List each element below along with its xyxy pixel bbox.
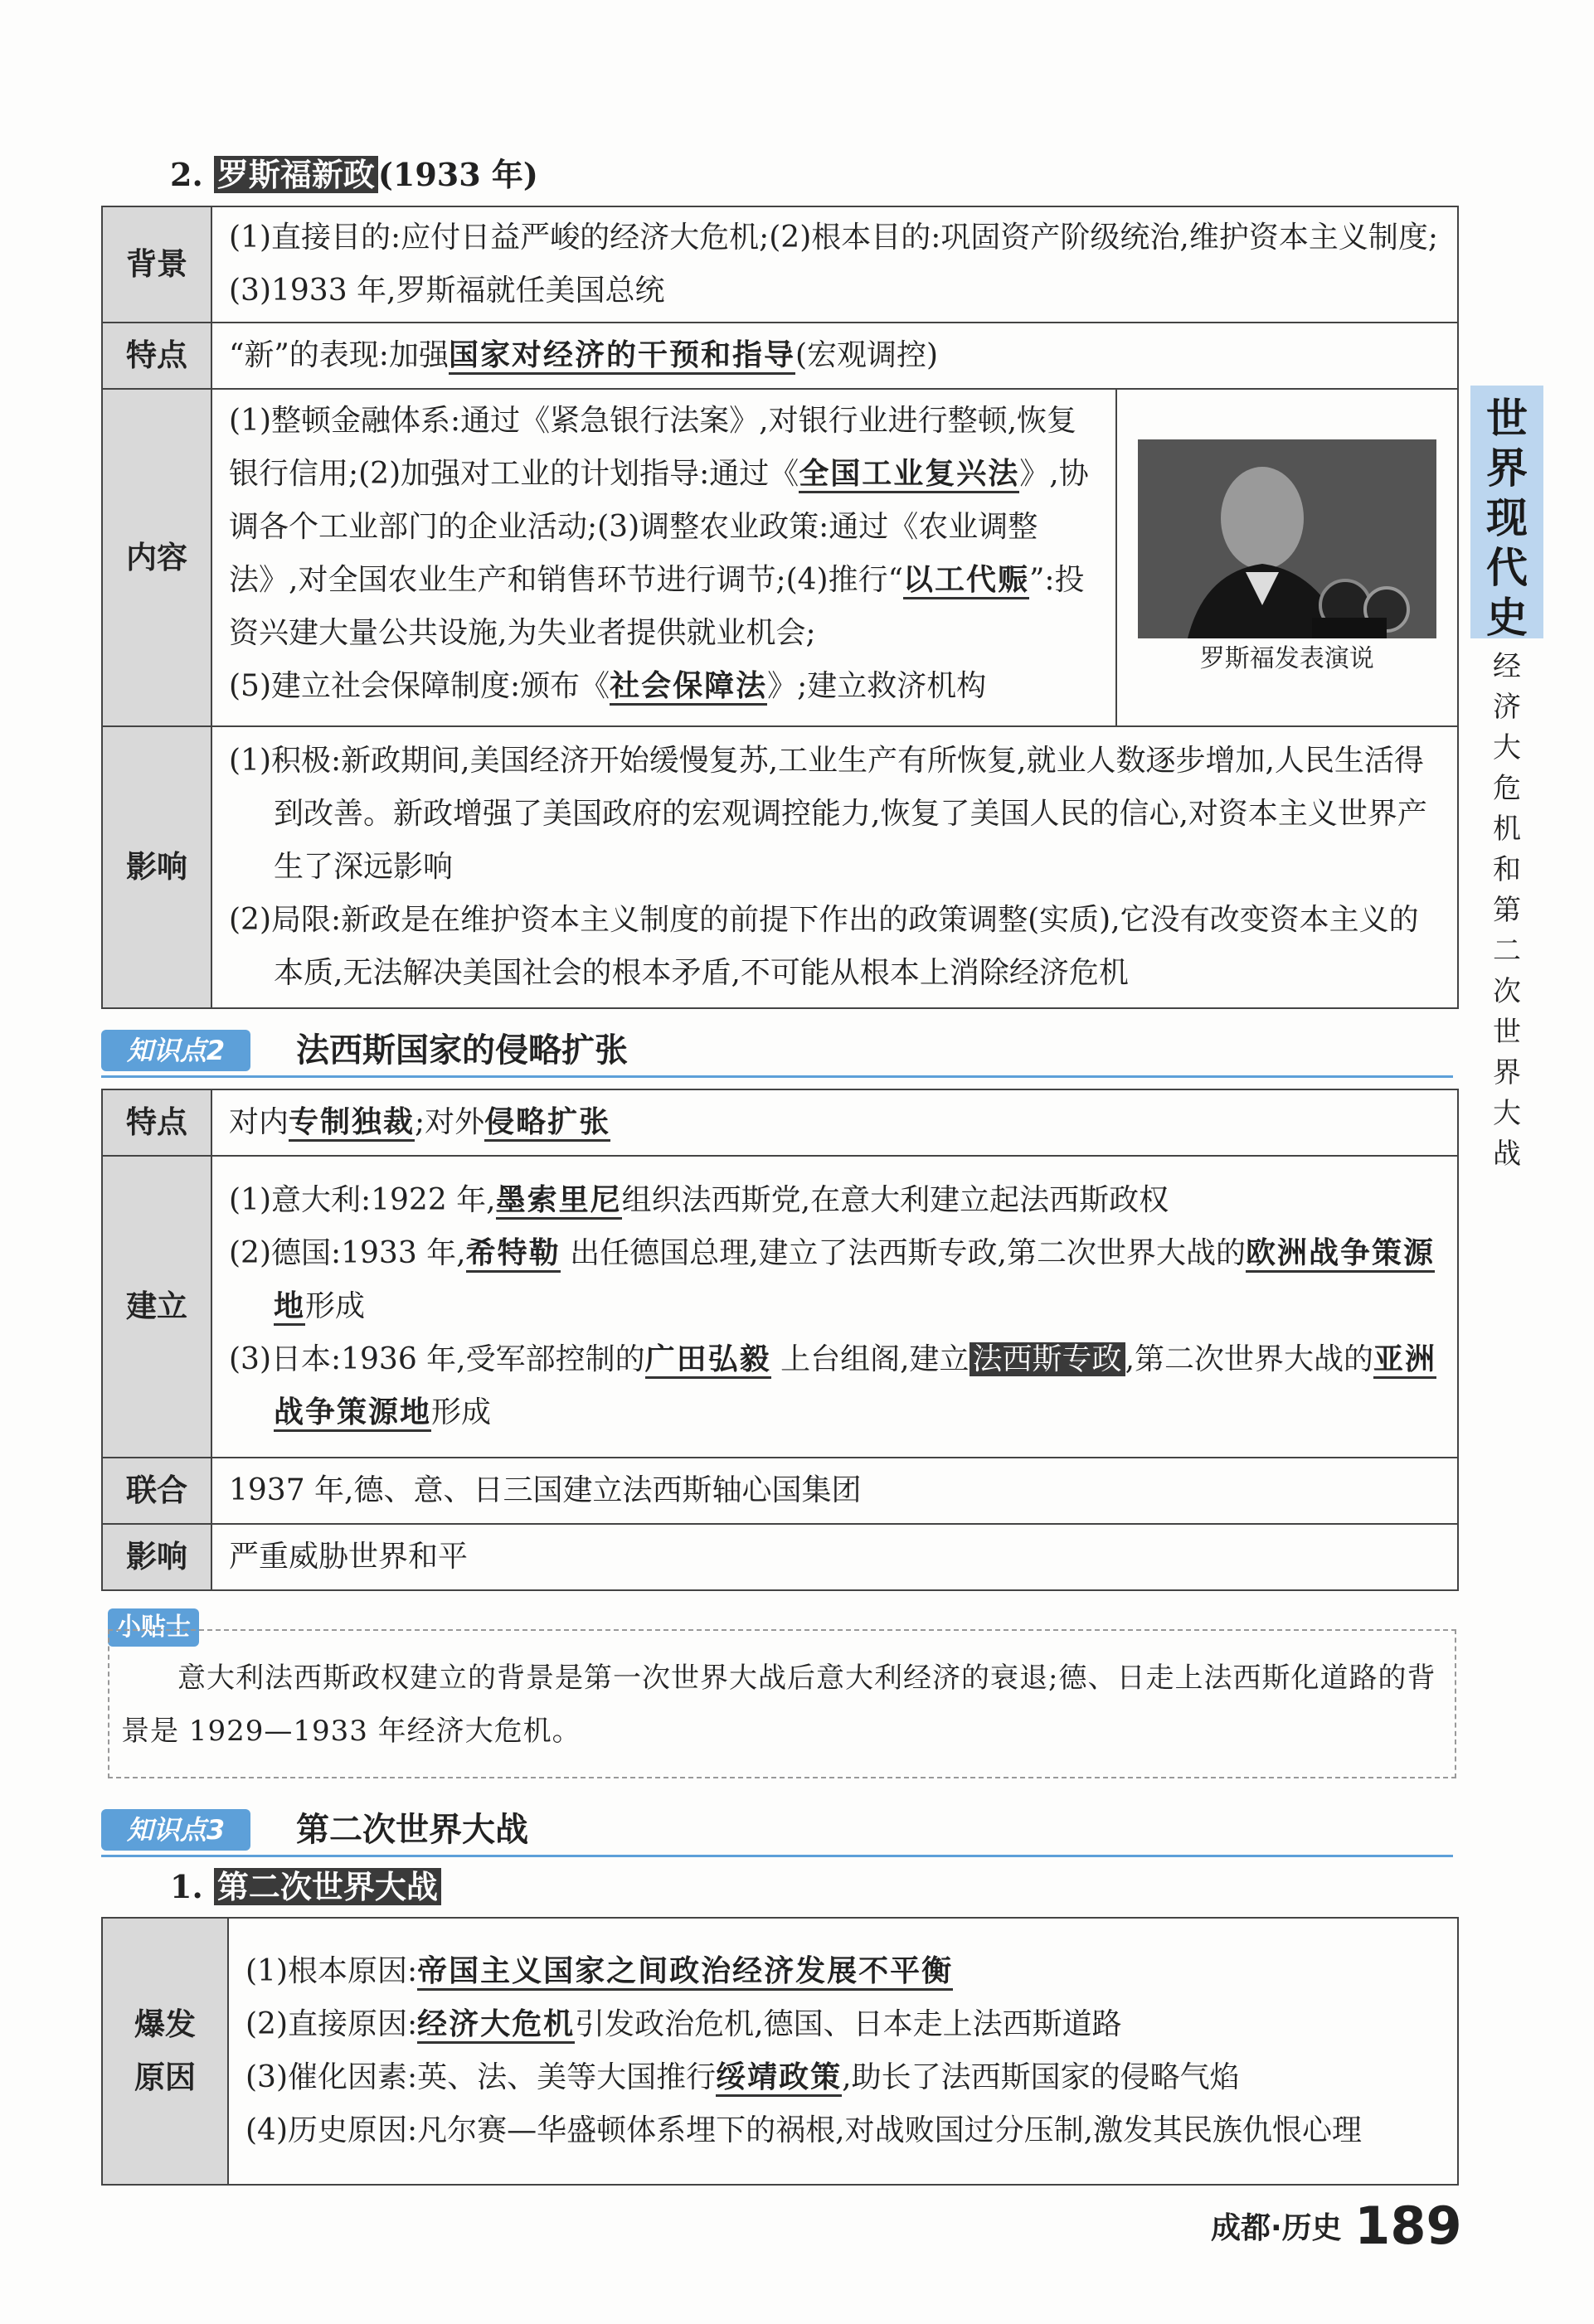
fascism-table xyxy=(101,1089,1459,1591)
side-tab-title: 世界现代史 xyxy=(1470,386,1543,638)
union-text: 1937 年,德、意、日三国建立法西斯轴心国集团 xyxy=(211,1458,1458,1524)
page-footer xyxy=(1211,2195,1462,2256)
knowledge-point-2 xyxy=(101,1026,1453,1075)
section-year: (1933 年) xyxy=(377,156,538,193)
key-term: 欧洲战争策源地 xyxy=(274,1236,1435,1326)
page-number: 189 xyxy=(1354,2195,1462,2256)
photo-panel xyxy=(1115,390,1457,725)
section-title: 罗斯福新政 xyxy=(214,156,378,193)
causes-text: (1)根本原因:帝国主义国家之间政治经济发展不平衡 (2)直接原因:经济大危机引发政治危机,德国、日本走上法西斯道路 (3)催化因素:英、法、美等大国推行绥靖政策,助长了法西斯国家的侵略气焰 (4)历史原因:凡尔赛—华盛顿体系埋下的祸根,对战败国过分压制,激发其民族仇恨心理 xyxy=(228,1918,1458,2185)
key-term: 希特勒 xyxy=(466,1236,561,1273)
features-text: 对内专制独裁;对外侵略扩张 xyxy=(211,1089,1458,1156)
row-label-content: 内容 xyxy=(102,389,211,726)
photo-caption: 罗斯福发表演说 xyxy=(1199,644,1374,673)
tip-text: 意大利法西斯政权建立的背景是第一次世界大战后意大利经济的衰退;德、日走上法西斯化道路的背景是 1929—1933 年经济大危机。 xyxy=(121,1662,1436,1748)
row-label-causes: 爆发原因 xyxy=(102,1918,228,2185)
key-term: 侵略扩张 xyxy=(484,1105,610,1142)
row-label-impact: 影响 xyxy=(102,726,211,1008)
kp-badge: 知识点2 xyxy=(101,1030,250,1071)
kp-title: 法西斯国家的侵略扩张 xyxy=(296,1031,628,1070)
content-cell xyxy=(211,389,1458,726)
new-deal-table xyxy=(101,206,1459,1009)
key-term: 全国工业复兴法 xyxy=(799,457,1019,493)
key-term: 墨索里尼 xyxy=(496,1183,622,1220)
key-term: 帝国主义国家之间政治经济发展不平衡 xyxy=(417,1954,953,1991)
key-term: 以工代赈 xyxy=(903,563,1029,599)
section-number: 1. xyxy=(170,1868,203,1905)
section-title: 第二次世界大战 xyxy=(214,1868,441,1905)
key-term: 专制独裁 xyxy=(289,1105,415,1142)
row-label-impact: 影响 xyxy=(102,1524,211,1590)
section-heading xyxy=(170,149,538,195)
tip-badge: 小贴士 xyxy=(108,1608,199,1647)
content-text: (1)整顿金融体系:通过《紧急银行法案》,对银行业进行整顿,恢复银行信用;(2)加强对工业的计划指导:通过《全国工业复兴法》,协调各个工业部门的企业活动;(3)调整农业政策:通过《农业调整法》,对全国农业生产和销售环节进行调节;(4)推行“以工代赈”:投资兴建大量公共设施,为失业者提供就业机会; (5)建立社会保障制度:颁布《社会保障法》;建立救济机构 xyxy=(212,390,1115,725)
key-term: 国家对经济的干预和指导 xyxy=(449,338,795,375)
side-tab-subtitle: 经济大危机和第二次世界大战 xyxy=(1493,650,1521,1171)
footer-label: 成都·历史 xyxy=(1211,2211,1342,2245)
establishment-text: (1)意大利:1922 年,墨索里尼组织法西斯党,在意大利建立起法西斯政权 (2)德国:1933 年,希特勒 出任德国总理,建立了法西斯专政,第二次世界大战的欧洲战争策源地形成 (3)日本:1936 年,受军部控制的广田弘毅 上台组阁,建立 法西斯专政 ,第二次世界大战的亚洲战争策源地形成 xyxy=(211,1156,1458,1458)
row-label-background: 背景 xyxy=(102,206,211,323)
key-term: 绥靖政策 xyxy=(716,2060,842,2097)
features-text: “新”的表现:加强国家对经济的干预和指导(宏观调控) xyxy=(211,323,1458,389)
tip-box xyxy=(108,1629,1456,1778)
ww2-causes-table xyxy=(101,1917,1459,2186)
knowledge-point-3 xyxy=(101,1806,1453,1854)
section-number: 2. xyxy=(170,156,203,193)
row-label-union: 联合 xyxy=(102,1458,211,1524)
impact-text: 严重威胁世界和平 xyxy=(211,1524,1458,1590)
key-term: 经济大危机 xyxy=(417,2007,575,2044)
row-label-features: 特点 xyxy=(102,323,211,389)
row-label-establishment: 建立 xyxy=(102,1156,211,1458)
key-term: 亚洲战争策源地 xyxy=(274,1342,1436,1432)
roosevelt-photo xyxy=(1138,439,1436,638)
kp-title: 第二次世界大战 xyxy=(296,1811,528,1849)
kp-badge: 知识点3 xyxy=(101,1809,250,1851)
section-heading xyxy=(170,1861,441,1907)
key-term: 社会保障法 xyxy=(610,669,767,706)
background-text: (1)直接目的:应付日益严峻的经济大危机;(2)根本目的:巩固资产阶级统治,维护资本主义制度;(3)1933 年,罗斯福就任美国总统 xyxy=(211,206,1458,323)
highlighted-term: 法西斯专政 xyxy=(970,1342,1125,1376)
key-term: 广田弘毅 xyxy=(645,1342,771,1379)
row-label-features: 特点 xyxy=(102,1089,211,1156)
impact-text: (1)积极:新政期间,美国经济开始缓慢复苏,工业生产有所恢复,就业人数逐步增加,人民生活得到改善。新政增强了美国政府的宏观调控能力,恢复了美国人民的信心,对资本主义世界产生了深远影响 (2)局限:新政是在维护资本主义制度的前提下作出的政策调整(实质),它没有改变资本主义的本质,无法解决美国社会的根本矛盾,不可能从根本上消除经济危机 xyxy=(211,726,1458,1008)
